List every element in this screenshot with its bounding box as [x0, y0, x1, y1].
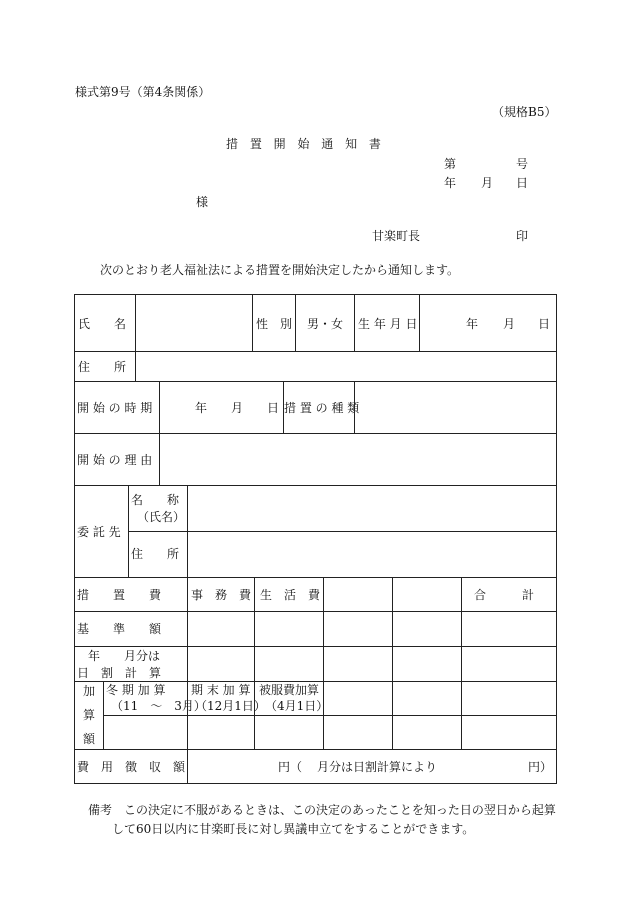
winter-sub: （11 ～ 3月）	[111, 699, 206, 713]
start-year: 年	[195, 401, 208, 415]
start-reason-field[interactable]	[159, 433, 557, 486]
addition-col5-field[interactable]	[392, 715, 462, 750]
collection-label: 費 用 徴 収 額	[77, 760, 186, 774]
remarks-line-1: 備考 この決定に不服があるときは、この決定のあったことを知った日の翌日から起算	[88, 803, 556, 817]
birth-field[interactable]	[419, 294, 557, 352]
addition-label-3: 額	[83, 732, 96, 746]
total-label: 合 計	[474, 588, 535, 602]
standard-office-field[interactable]	[187, 611, 255, 647]
standard-total-field[interactable]	[461, 611, 557, 647]
start-time-field[interactable]	[159, 381, 284, 434]
prorate-col4-field[interactable]	[323, 646, 393, 682]
consignee-name-sub: （氏名）	[137, 510, 186, 524]
date-day: 日	[516, 176, 529, 190]
sex-value: 男・女	[307, 317, 344, 331]
prorate-label-1: 年 月分は	[88, 649, 161, 663]
clothing-sub: （4月1日）	[265, 699, 329, 713]
yearend-sub: （12月1日）	[195, 699, 266, 713]
yearend-label: 期 末 加 算	[191, 683, 251, 697]
consignee-address-field[interactable]	[187, 531, 557, 578]
measure-cost-label: 措 置 費	[77, 588, 162, 602]
winter-field[interactable]	[103, 715, 188, 750]
birth-year: 年	[466, 317, 479, 331]
birth-day: 日	[538, 317, 551, 331]
start-day: 日	[267, 401, 280, 415]
prorate-office-field[interactable]	[187, 646, 255, 682]
consignee-name-field[interactable]	[187, 485, 557, 532]
issuer: 甘楽町長	[372, 229, 421, 243]
start-month: 月	[231, 401, 244, 415]
page-title: 措 置 開 始 通 知 書	[226, 137, 385, 151]
measure-type-field[interactable]	[354, 381, 557, 434]
standard-amount-label: 基 準 額	[77, 622, 162, 636]
standard-col4-field[interactable]	[323, 611, 393, 647]
paper-size: （規格B5）	[492, 105, 557, 119]
intro-text: 次のとおり老人福祉法による措置を開始決定したから通知します。	[100, 263, 460, 277]
collection-value-2: 月分は日割計算により	[317, 760, 438, 774]
standard-living-field[interactable]	[254, 611, 324, 647]
measure-type-label: 措 置 の 種 類	[284, 401, 360, 415]
remarks-line-2: して60日以内に甘楽町長に対し異議申立てをすることができます。	[112, 822, 475, 836]
number-go: 号	[516, 157, 529, 171]
standard-col5-field[interactable]	[392, 611, 462, 647]
name-label: 氏 名	[78, 317, 127, 331]
prorate-col5-field[interactable]	[392, 646, 462, 682]
number-dai: 第	[444, 157, 457, 171]
addressee-suffix: 様	[196, 195, 209, 209]
form-number: 様式第9号（第4条関係）	[75, 85, 211, 99]
seal: 印	[516, 229, 529, 243]
clothing-field[interactable]	[254, 715, 324, 750]
prorate-living-field[interactable]	[254, 646, 324, 682]
sex-label: 性 別	[256, 317, 293, 331]
living-cost-label: 生 活 費	[260, 588, 321, 602]
winter-label: 冬 期 加 算	[106, 683, 166, 697]
yearend-field[interactable]	[187, 715, 255, 750]
birth-month: 月	[503, 317, 516, 331]
consignee-address-label: 住 所	[131, 547, 180, 561]
addition-label-2: 算	[83, 708, 96, 722]
cost-col-4-cell	[323, 577, 393, 612]
date-year: 年	[444, 176, 457, 190]
address-field[interactable]	[135, 351, 557, 382]
address-label: 住 所	[78, 360, 127, 374]
start-reason-label: 開 始 の 理 由	[77, 453, 153, 467]
addition-col4-field[interactable]	[323, 715, 393, 750]
prorate-label-2: 日 割 計 算	[77, 666, 162, 680]
start-time-label: 開 始 の 時 期	[77, 401, 153, 415]
consignee-name-label: 名 称	[131, 493, 180, 507]
clothing-label: 被服費加算	[259, 683, 320, 697]
addition-total-head	[461, 681, 557, 716]
addition-label-1: 加	[83, 684, 96, 698]
date-month: 月	[481, 176, 494, 190]
addition-col4-head	[323, 681, 393, 716]
collection-value-3: 円）	[528, 760, 553, 774]
office-cost-label: 事 務 費	[191, 588, 252, 602]
addition-total-field[interactable]	[461, 715, 557, 750]
prorate-total-field[interactable]	[461, 646, 557, 682]
addition-col5-head	[392, 681, 462, 716]
birth-label: 生 年 月 日	[358, 317, 418, 331]
consignee-label: 委 託 先	[77, 525, 121, 539]
cost-col-5-cell	[392, 577, 462, 612]
collection-value-1: 円（	[278, 760, 303, 774]
name-field[interactable]	[135, 294, 253, 352]
